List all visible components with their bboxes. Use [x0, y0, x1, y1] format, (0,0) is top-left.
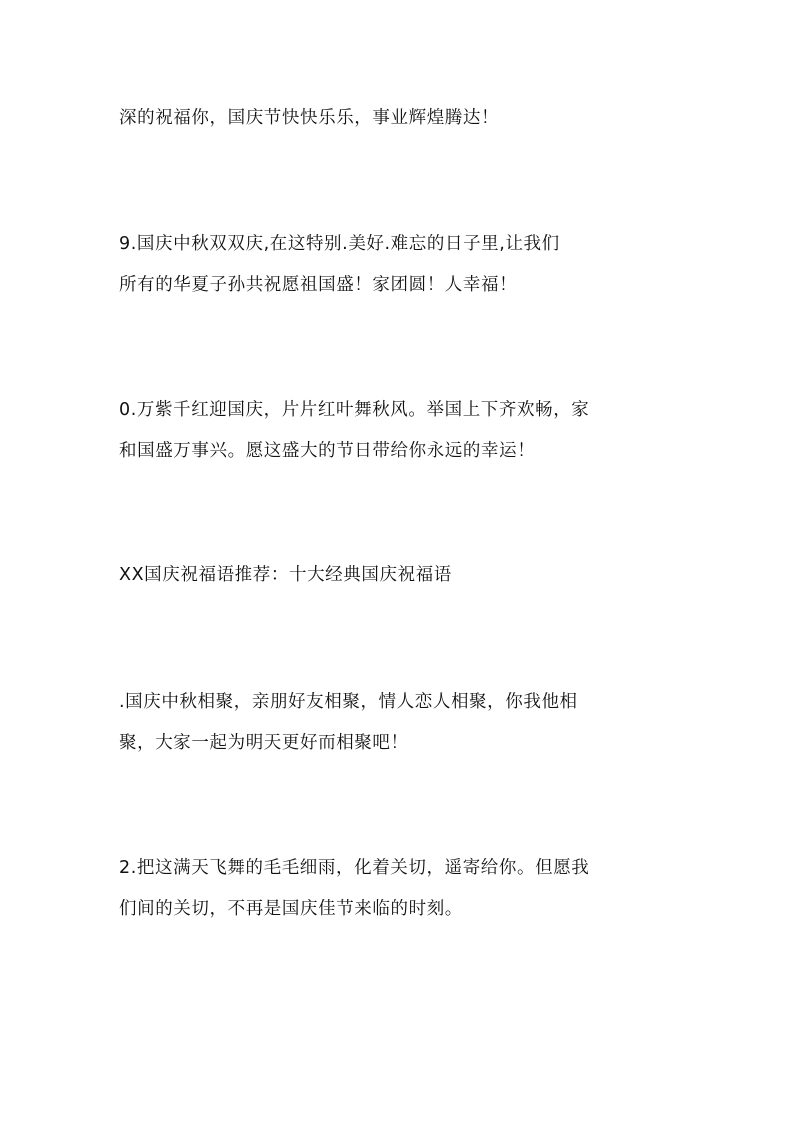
paragraph-line: 聚，大家一起为明天更好而相聚吧！	[119, 733, 409, 753]
paragraph-line: 和国盛万事兴。愿这盛大的节日带给你永远的幸运！	[119, 441, 536, 461]
paragraph-line: 9.国庆中秋双双庆,在这特别.美好.难忘的日子里,让我们	[119, 234, 560, 254]
paragraph-line: 2.把这满天飞舞的毛毛细雨，化着关切，遥寄给你。但愿我	[119, 858, 590, 878]
paragraph-line: 所有的华夏子孙共祝愿祖国盛！家团圆！人幸福！	[119, 275, 518, 295]
paragraph-line: 深的祝福你，国庆节快快乐乐，事业辉煌腾达！	[119, 108, 500, 128]
paragraph-line: 们间的关切，不再是国庆佳节来临的时刻。	[119, 899, 463, 919]
section-heading: XX国庆祝福语推荐：十大经典国庆祝福语	[119, 565, 452, 585]
paragraph-line: 0.万紫千红迎国庆，片片红叶舞秋风。举国上下齐欢畅，家	[119, 400, 590, 420]
paragraph-line: .国庆中秋相聚，亲朋好友相聚，情人恋人相聚，你我他相	[119, 692, 578, 712]
